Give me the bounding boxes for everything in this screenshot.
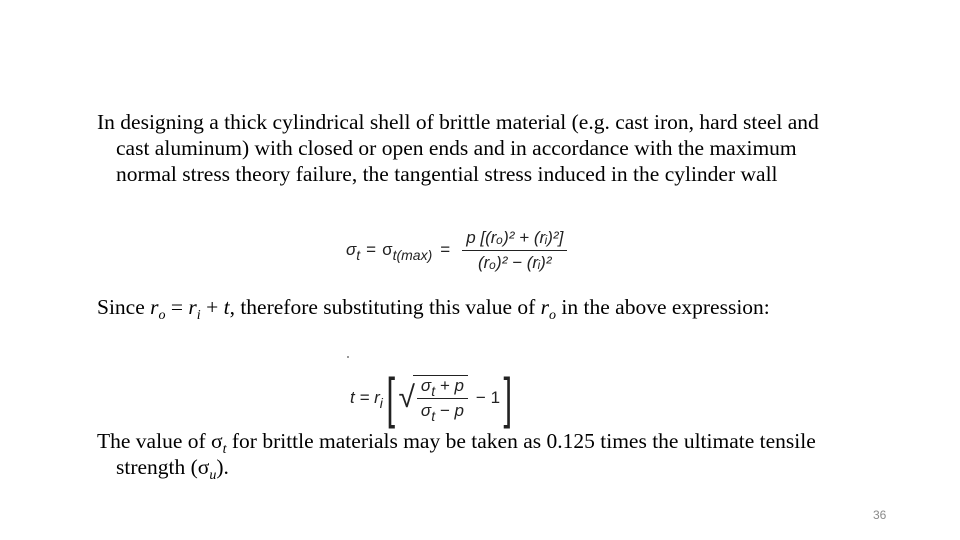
radicand [413, 375, 468, 424]
eq1-mid: $\sigma_{t(max)}$ [382, 240, 433, 263]
eq1-denominator: (rₒ)² − (rᵢ)² [478, 252, 552, 272]
slide-number: 36 [873, 508, 887, 522]
paragraph-substitution: Since $r_o = r_i + t$, therefore substituting this value of $r_o$ in the above expression: [97, 295, 770, 323]
stray-dot [347, 356, 349, 358]
paragraph-brittle-value: The value of $\sigma_t$ for brittle materials may be taken as 0.125 times the ultimate tensile strength $(\sigma_u)$. [97, 429, 816, 483]
eq1-numerator: p [(rₒ)² + (rᵢ)²] [462, 228, 567, 251]
equation-wall-thickness [350, 367, 530, 429]
eq1-lhs: $\sigma_t$ [346, 240, 361, 263]
eq1-equals-2: = [440, 240, 451, 259]
eq2-numerator: $\sigma_t + p$ [417, 376, 468, 399]
left-bracket: [ [386, 366, 395, 429]
paragraph-tangential-stress: In designing a thick cylindrical shell of brittle material (e.g. cast iron, hard steel and cast aluminum) with closed or open ends and in accordance with the maximum normal stress theory failure, the tangential stress induced in the cylinder wall [97, 110, 819, 186]
sqrt-sign: √ [398, 381, 415, 414]
right-bracket: ] [503, 366, 513, 429]
eq2-minus-one: − 1 [475, 388, 501, 407]
eq2-denominator: $\sigma_t - p$ [420, 401, 464, 424]
eq1-fraction [462, 228, 567, 273]
eq2-fraction [417, 376, 468, 424]
eq2-lhs: $t = r_i$ [350, 388, 383, 411]
equation-tangential-stress [346, 220, 606, 280]
eq1-equals: = [366, 240, 377, 259]
